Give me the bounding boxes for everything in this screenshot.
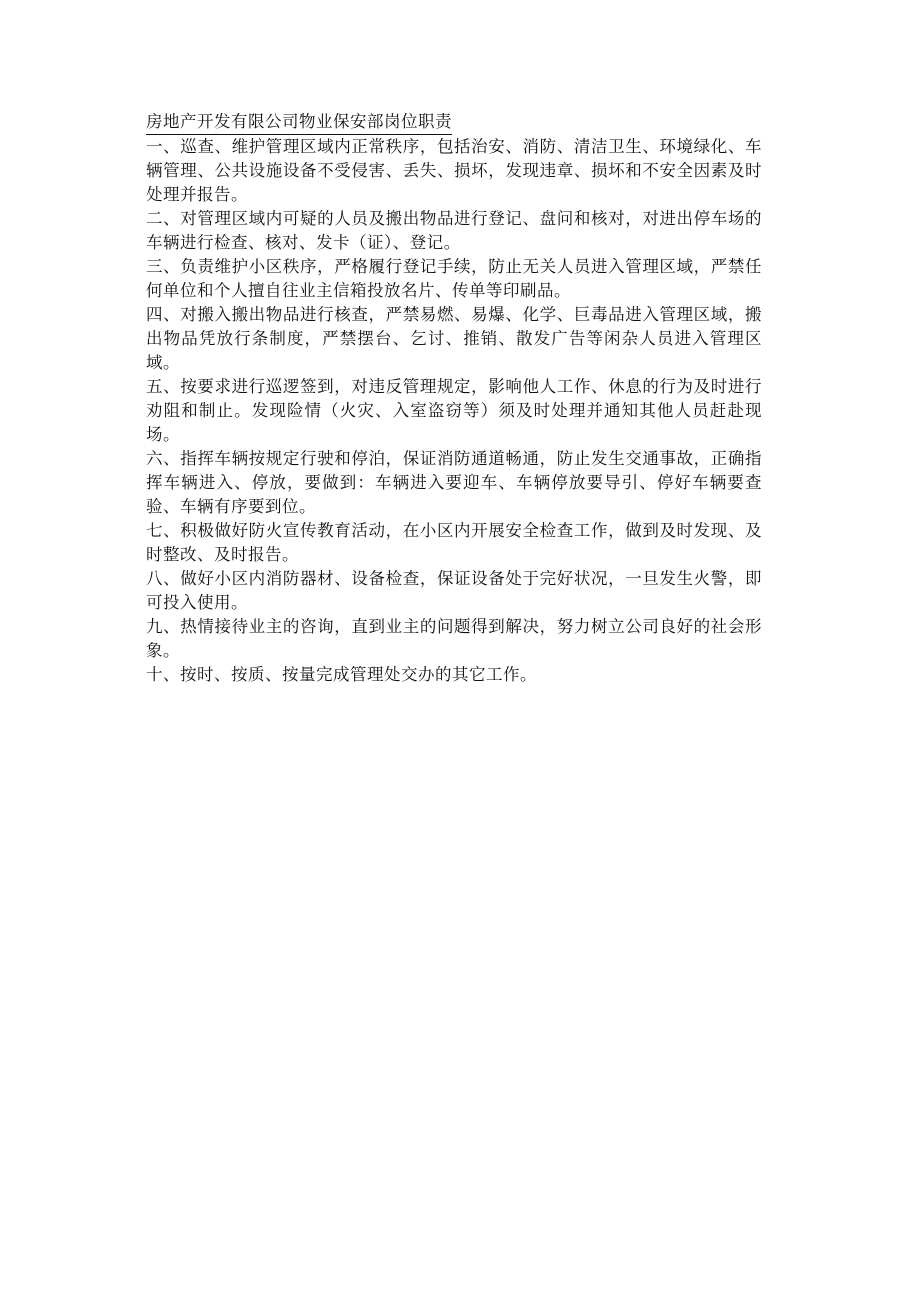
duty-item-6: 六、指挥车辆按规定行驶和停泊，保证消防通道畅通，防止发生交通事故，正确指挥车辆进入、停放，要做到：车辆进入要迎车、车辆停放要导引、停好车辆要查验、车辆有序要到位。: [146, 449, 762, 516]
document-title: 房地产开发有限公司物业保安部岗位职责: [146, 110, 452, 135]
duty-item-2: 二、对管理区域内可疑的人员及搬出物品进行登记、盘问和核对，对进出停车场的车辆进行检查、核对、发卡（证）、登记。: [146, 209, 762, 252]
duty-item-10: 十、按时、按质、按量完成管理处交办的其它工作。: [146, 665, 537, 684]
duty-item-1: 一、巡查、维护管理区域内正常秩序，包括治安、消防、清洁卫生、环境绿化、车辆管理、公共设施设备不受侵害、丢失、损坏，发现违章、损坏和不安全因素及时处理并报告。: [146, 137, 762, 204]
duty-item-7: 七、积极做好防火宣传教育活动，在小区内开展安全检查工作，做到及时发现、及时整改、及时报告。: [146, 521, 762, 564]
duty-item-8: 八、做好小区内消防器材、设备检查，保证设备处于完好状况，一旦发生火警，即可投入使用。: [146, 569, 762, 612]
document-body: [146, 110, 762, 687]
duty-item-3: 三、负责维护小区秩序，严格履行登记手续，防止无关人员进入管理区域，严禁任何单位和个人擅自往业主信箱投放名片、传单等印刷品。: [146, 257, 762, 300]
duty-item-4: 四、对搬入搬出物品进行核查，严禁易燃、易爆、化学、巨毒品进入管理区域，搬出物品凭放行条制度，严禁摆台、乞讨、推销、散发广告等闲杂人员进入管理区域。: [146, 305, 762, 372]
duty-item-9: 九、热情接待业主的咨询，直到业主的问题得到解决，努力树立公司良好的社会形象。: [146, 617, 762, 660]
duty-item-5: 五、按要求进行巡逻签到，对违反管理规定，影响他人工作、休息的行为及时进行劝阻和制止。发现险情（火灾、入室盗窃等）须及时处理并通知其他人员赶赴现场。: [146, 377, 762, 444]
